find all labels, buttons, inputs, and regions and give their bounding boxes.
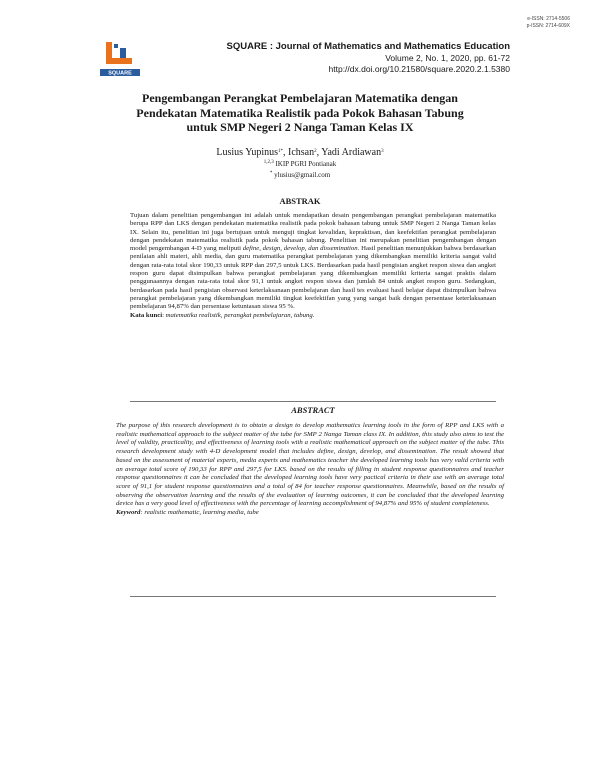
title-line: Pendekatan Matematika Realistik pada Pokok Bahasan Tabung [136, 105, 464, 120]
paper-title [110, 91, 490, 135]
keyword-list: matematika realistik, perangkat pembelajaran, tabung. [165, 311, 315, 319]
affiliation-text: IKIP PGRI Pontianak [273, 160, 337, 168]
abstract-heading: ABSTRACT [291, 405, 335, 415]
abstrak-text: . Hasil penelitian menunjukkan bahwa berdasarkan penilaian ahli materi, ahli media, dan guru matematika perangkat pembelajaran yang dikembangkan memiliki kriteria sangat valid dengan rata-rata total skor 190,33 untuk RPP dan 297,5 untuk LKS. Berdasarkan pada hasil pengisian angket respon siswa dan angket respon guru dapat disimpulkan bahwa perangkat pembelajaran yang dikembangkan memiliki kriteria sangat praktis dalam penggunaannya dengan rata-rata total skor 91,1 untuk angket respon siswa dan jumlah 84 untuk angket respon guru. Sedangkan, berdasarkan pada hasil pengisian observasi keterlaksanaan pembelajaran dan hasil tes evaluasi hasil belajar dapat disimpulkan bahwa perangkat pembelajaran yang dikembangkan memiliki tingkat keefektifan yang yang sangat baik dengan persentase keterlaksanaan pembelajaran 94,87% dan persentase ketuntasan siswa 95 %. [130, 245, 496, 311]
email-sup: * [269, 171, 273, 176]
logo-bar-inner [120, 48, 126, 58]
abstract-paragraph: The purpose of this research development is to obtain a design to develop mathematics learning tools in the form of RPP and LKS with a realistic mathematical approach to the subject matter of the tube for SMP 2 Nanga Taman class IX. In addition, this study also aims to test the level of validity, practicality, and effectiveness of learning tools with a realistic mathematical approach on the subject matter of the tube. This research development study with 4-D development model that includes define, design, develop, and dissemination. The result showed that based on the assessment of material experts, media experts and mathematics teacher the developed learning tools has very valid criteria with an average total score of 190,33 for RPP and 297,5 for LKS. based on the results of filling in student response questionnaires and teacher response questionnaires it can be concluded that the developed learning tools have very pactical criteria in their use with an average total score of 91,1 for student response questionnaires and a total of 84 for teacher response questionnaires. Meanwhile, based on the results of observing the observation learning and the results of the evaluation of learning outcomes, it can be concluded that the developed learning device has a very good level of effectiveness with the percentage of learning accomplishment of 94,87% and 95% of student completeness. [116, 422, 504, 508]
logo-label: SQUARE [108, 70, 132, 77]
keyword-list: realistic mathematic, learning media, tube [144, 509, 259, 517]
title-line: untuk SMP Negeri 2 Nanga Taman Kelas IX [186, 120, 414, 134]
journal-header [150, 41, 510, 75]
abstrak-heading: ABSTRAK [279, 196, 321, 206]
doi-link[interactable]: http://dx.doi.org/10.21580/square.2020.2.1.5380 [328, 64, 510, 74]
logo-bar-bottom [106, 58, 132, 64]
logo-square [114, 44, 118, 48]
divider [130, 596, 496, 597]
volume-info: Volume 2, No. 1, 2020, pp. 61-72 [385, 53, 510, 63]
title-line: Pengembangan Perangkat Pembelajaran Matematika dengan [142, 91, 458, 105]
journal-logo [100, 40, 140, 78]
author-separator: , [283, 147, 288, 158]
keyword-colon: : [140, 509, 145, 517]
pissn: p-ISSN: 2714-609X [526, 23, 570, 29]
journal-title: SQUARE : Journal of Mathematics and Mathematics Education [226, 41, 510, 52]
author-name: Ichsan [288, 147, 315, 158]
divider [130, 401, 496, 402]
keyword-label: Keyword [116, 509, 141, 517]
author-name: Yadi Ardiawan [321, 147, 382, 158]
keyword-colon: : [162, 311, 166, 319]
email-text[interactable]: ylusius@gmail.com [272, 171, 331, 179]
abstract-section [116, 422, 504, 518]
abstrak-keywords [130, 312, 496, 320]
author-list [130, 147, 470, 159]
author-separator: , [316, 147, 322, 158]
affiliation [130, 160, 470, 169]
abstrak-paragraph [130, 212, 496, 312]
keyword-label: Kata kunci [130, 311, 163, 319]
abstrak-italic-text: define, design, develop, dan dissemination [242, 245, 358, 253]
author-sup: 3 [381, 149, 384, 154]
affiliation-sup: 1,2,3 [263, 160, 274, 165]
author-sup: 1* [278, 149, 283, 154]
eissn: e-ISSN: 2714-5506 [527, 16, 570, 22]
abstrak-text: Tujuan dalam penelitian pengembangan ini adalah untuk mendapatkan desain pengembangan perangkat pembelajaran matematika berupa RPP dan LKS dengan pendekatan matematika realistik pada pokok bahasan tabung untuk SMP Negeri 2 Nanga Taman kelas IX. Selain itu, penelitian ini juga bertujuan untuk menguji tingkat kevalidan, kepraktisan, dan keefektifan perangkat pembelajaran dengan pendekatan matematika realistik pada pokok bahasan tabung. Penelitian ini merupakan penelitian pengembangan dengan model pengembangan 4-D yang meliputi [130, 212, 496, 253]
corresponding-email [130, 171, 470, 180]
abstract-keywords [116, 509, 504, 518]
abstrak-section [130, 212, 496, 320]
author-name: Lusius Yupinus [216, 147, 278, 158]
issn-block [527, 16, 570, 30]
author-sup: 2 [314, 149, 317, 154]
